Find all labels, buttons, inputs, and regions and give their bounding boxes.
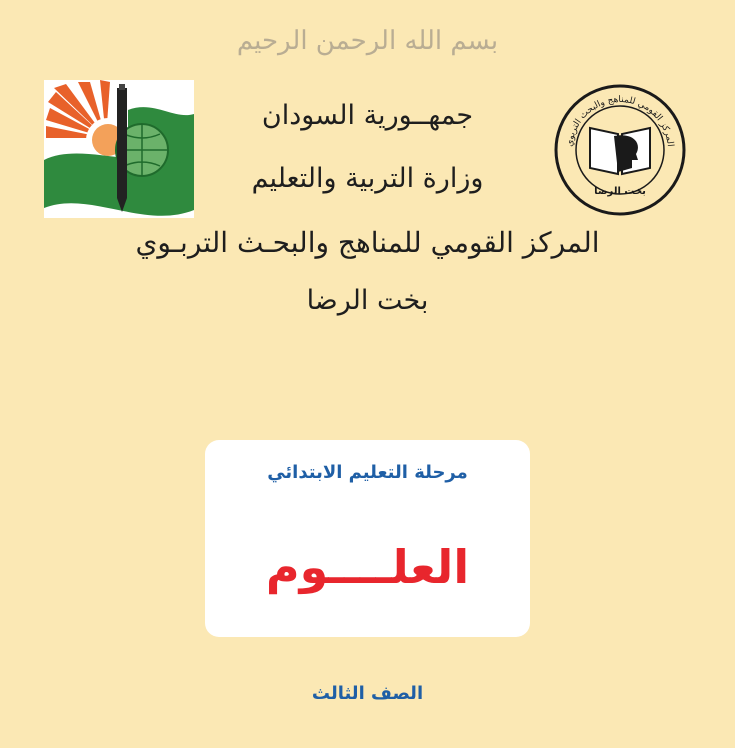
center-name: المركز القومي للمناهج والبحـث التربـوي bbox=[135, 226, 600, 259]
location-name: بخت الرضا bbox=[306, 285, 429, 316]
seal-ring-text: المركز القومي للمناهج والبحث التربوي bbox=[565, 94, 675, 148]
education-stage: مرحلة التعليم الابتدائي bbox=[267, 462, 468, 483]
subject-title: العلــــوم bbox=[265, 540, 470, 594]
title-card bbox=[205, 440, 530, 637]
grade-label: الصف الثالث bbox=[311, 683, 424, 704]
country-name: جمهــورية السودان bbox=[261, 100, 474, 131]
basmala: بسم الله الرحمن الرحيم bbox=[236, 26, 499, 56]
seal-bottom-text: بخت الرضا bbox=[594, 186, 646, 197]
ministry-name: وزارة التربية والتعليم bbox=[251, 163, 484, 194]
